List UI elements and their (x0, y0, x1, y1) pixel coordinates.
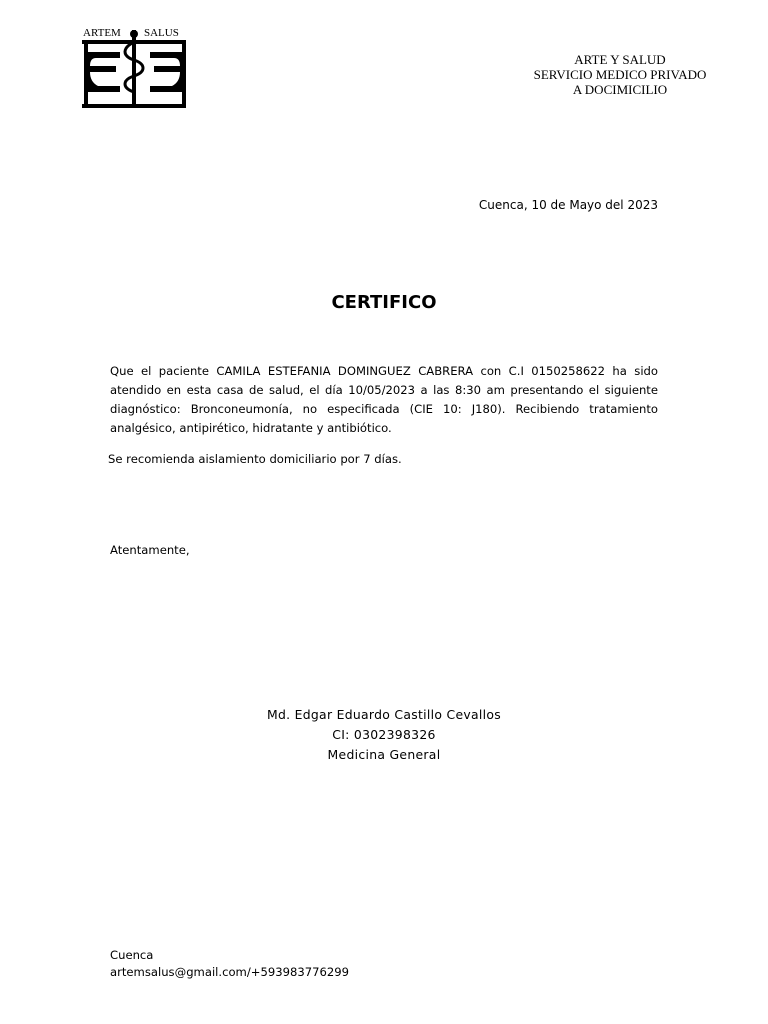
signature-block (0, 705, 768, 765)
footer-city: Cuenca (110, 948, 154, 962)
recommendation-text: Se recomienda aislamiento domiciliario por 7 días. (108, 452, 402, 466)
company-name: ARTE Y SALUD (574, 52, 666, 67)
logo (80, 22, 190, 112)
logo-text-left: ARTEM (83, 27, 121, 39)
closing-salutation: Atentamente, (110, 543, 190, 557)
company-service: SERVICIO MEDICO PRIVADO (533, 67, 707, 82)
footer-contact: artemsalus@gmail.com/+593983776299 (110, 965, 349, 979)
logo-text-right: SALUS (144, 27, 179, 39)
caduceus-emblem-icon (80, 22, 190, 112)
company-header (510, 52, 730, 97)
document-title: CERTIFICO (331, 292, 437, 313)
footer (110, 947, 349, 981)
document-date: Cuenca, 10 de Mayo del 2023 (478, 198, 658, 212)
company-service-type: A DOCIMICILIO (572, 82, 668, 97)
doctor-specialty: Medicina General (327, 747, 441, 762)
doctor-ci: CI: 0302398326 (332, 727, 436, 742)
certificate-body: Que el paciente CAMILA ESTEFANIA DOMINGUEZ CABRERA con C.I 0150258622 ha sido atendido en esta casa de salud, el día 10/05/2023 a las 8:30 am presentando el siguiente diagnóstico: Bronconeumonía, no especificada (CIE 10: J180). Recibiendo tratamiento analgésico, antipirético, hidratante y antibiótico. (110, 364, 658, 435)
doctor-name: Md. Edgar Eduardo Castillo Cevallos (266, 707, 502, 722)
